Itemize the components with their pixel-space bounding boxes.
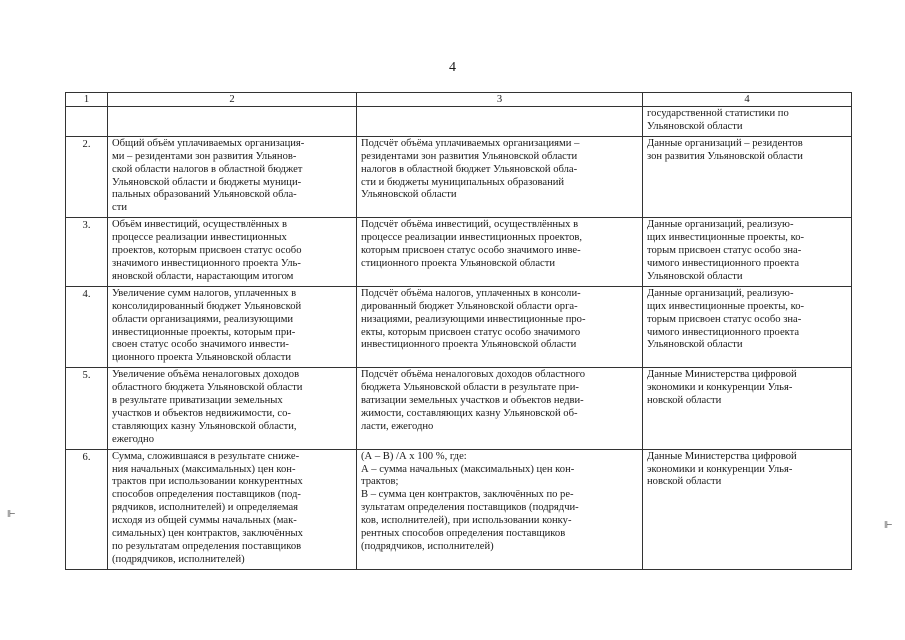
text-line: сти и бюджеты муниципальных образований — [361, 176, 565, 188]
data-source-cell — [643, 449, 852, 569]
text-line: щих инвестиционные проекты, ко- — [647, 300, 805, 312]
text-line: инвестиционного проекта Ульяновской области — [361, 339, 577, 351]
text-line: Ульяновской области — [647, 339, 743, 351]
text-line: торым присвоен статус особо зна- — [647, 245, 802, 257]
table-row — [66, 218, 852, 287]
row-number: 4. — [66, 286, 108, 367]
text-line: Подсчёт объёма инвестиций, осуществлённых в — [361, 219, 579, 231]
text-line: Общий объём уплачиваемых организация- — [112, 137, 305, 149]
text-line: ми – резидентами зон развития Ульянов- — [112, 150, 297, 162]
row-number: 5. — [66, 368, 108, 449]
text-line: ской области налогов в областной бюджет — [112, 163, 303, 175]
text-line: щих инвестиционные проекты, ко- — [647, 232, 805, 244]
row-number: 3. — [66, 218, 108, 287]
text-line: Ульяновской области — [647, 120, 743, 132]
text-line: процессе реализации инвестиционных — [112, 232, 287, 244]
text-line: резидентами зон развития Ульяновской области — [361, 150, 578, 162]
indicators-table — [65, 92, 852, 570]
text-line: Данные организаций – резидентов — [647, 137, 803, 149]
text-line: Увеличение объёма неналоговых доходов — [112, 369, 300, 381]
text-line: Ульяновской области и бюджеты муници- — [112, 176, 302, 188]
scan-mark-left: ⊩ — [7, 509, 16, 520]
text-line: чимого инвестиционного проекта — [647, 257, 800, 269]
text-line: чимого инвестиционного проекта — [647, 326, 800, 338]
text-line: ционного проекта Ульяновской области — [112, 352, 292, 364]
table-row — [66, 136, 852, 217]
text-line: Данные Министерства цифровой — [647, 450, 797, 462]
continuation-col-1 — [66, 107, 108, 137]
text-line: Объём инвестиций, осуществлённых в — [112, 219, 287, 231]
continuation-col-2 — [108, 107, 357, 137]
text-line: Подсчёт объёма налогов, уплаченных в консоли- — [361, 287, 581, 299]
data-source-cell — [643, 286, 852, 367]
text-line: ежегодно — [112, 433, 155, 445]
text-line: екты, которым присвоен статус особо значимого — [361, 326, 581, 338]
indicator-cell — [108, 368, 357, 449]
text-line: Данные Министерства цифровой — [647, 369, 797, 381]
text-line: дированный бюджет Ульяновской области орга- — [361, 300, 578, 312]
text-line: В – сумма цен контрактов, заключённых по ре- — [361, 489, 574, 501]
text-line: новской области — [647, 395, 722, 407]
text-line: яновской области, нарастающим итогом — [112, 270, 294, 282]
text-line: в результате приватизации земельных — [112, 395, 283, 407]
text-line: консолидированный бюджет Ульяновской — [112, 300, 302, 312]
text-line: Подсчёт объёма неналоговых доходов областного — [361, 369, 586, 381]
text-line: участков и объектов недвижимости, со- — [112, 407, 291, 419]
text-line: торым присвоен статус особо зна- — [647, 313, 802, 325]
text-line: которым присвоен статус особо значимого инве- — [361, 245, 581, 257]
text-line: рентных способов определения поставщиков — [361, 528, 566, 540]
calculation-method-cell — [357, 368, 643, 449]
continuation-row — [66, 107, 852, 137]
page-number: 4 — [449, 60, 456, 75]
text-line: инвестиционные проекты, которым при- — [112, 326, 296, 338]
header-col-2: 2 — [108, 93, 357, 107]
text-line: Ульяновской области — [647, 270, 743, 282]
text-line: бюджета Ульяновской области в результате при- — [361, 382, 579, 394]
calculation-method-cell — [357, 449, 643, 569]
text-line: исходя из общей суммы начальных (мак- — [112, 515, 297, 527]
text-line: новской области — [647, 476, 722, 488]
text-line: ставляющих казну Ульяновской области, — [112, 420, 297, 432]
indicator-cell — [108, 449, 357, 569]
text-line: (подрядчиков, исполнителей) — [361, 541, 494, 552]
text-line: трактов при использовании конкурентных — [112, 476, 303, 488]
text-line: областного бюджета Ульяновской области — [112, 382, 303, 394]
text-line: низациями, реализующими инвестиционные про- — [361, 313, 586, 325]
table-row — [66, 449, 852, 569]
row-number: 6. — [66, 449, 108, 569]
header-col-1: 1 — [66, 93, 108, 107]
text-line: экономики и конкуренции Улья- — [647, 463, 793, 475]
calculation-method-cell — [357, 136, 643, 217]
text-line: Данные организаций, реализую- — [647, 219, 794, 231]
data-source-cell — [643, 136, 852, 217]
text-line: экономики и конкуренции Улья- — [647, 382, 793, 394]
text-line: симальных) цен контрактов, заключённых — [112, 528, 303, 540]
scan-mark-right: ⊩ — [884, 520, 893, 531]
indicator-cell — [108, 286, 357, 367]
calculation-method-cell — [357, 286, 643, 367]
continuation-col-3 — [357, 107, 643, 137]
text-line: налогов в областной бюджет Ульяновской обла- — [361, 163, 578, 175]
calculation-method-cell — [357, 218, 643, 287]
text-line: процессе реализации инвестиционных проектов, — [361, 232, 583, 244]
text-line: значимого инвестиционного проекта Уль- — [112, 257, 301, 269]
row-number: 2. — [66, 136, 108, 217]
text-line: стиционного проекта Ульяновской области — [361, 257, 556, 269]
indicator-cell — [108, 218, 357, 287]
text-line: Сумма, сложившаяся в результате сниже- — [112, 450, 300, 462]
text-line: Подсчёт объёма уплачиваемых организациями – — [361, 137, 580, 149]
text-line: сти — [112, 202, 128, 214]
indicator-cell — [108, 136, 357, 217]
header-row — [66, 93, 852, 107]
text-line: способов определения поставщиков (под- — [112, 489, 301, 501]
text-line: ласти, ежегодно — [361, 420, 434, 432]
text-line: проектов, которым присвоен статус особо — [112, 245, 302, 257]
text-line: Ульяновской области — [361, 189, 457, 201]
text-line: жимости, составляющих казну Ульяновской об- — [361, 407, 578, 419]
table-row — [66, 286, 852, 367]
data-source-cell — [643, 218, 852, 287]
text-line: зон развития Ульяновской области — [647, 150, 803, 162]
header-col-4: 4 — [643, 93, 852, 107]
data-source-cell — [643, 368, 852, 449]
continuation-col-4 — [643, 107, 852, 137]
text-line: области организациями, реализующими — [112, 313, 294, 325]
text-line: рядчиков, исполнителей) и определяемая — [112, 502, 299, 514]
table-row — [66, 368, 852, 449]
text-line: ния начальных (максимальных) цен кон- — [112, 463, 296, 475]
header-col-3: 3 — [357, 93, 643, 107]
text-line: трактов; — [361, 476, 399, 488]
text-line: государственной статистики по — [647, 108, 789, 119]
text-line: пальных образований Ульяновской обла- — [112, 189, 297, 201]
text-line: ков, исполнителей), при использовании конку- — [361, 515, 572, 527]
text-line: (А – В) /А х 100 %, где: — [361, 450, 467, 462]
text-line: (подрядчиков, исполнителей) — [112, 553, 245, 565]
text-line: Увеличение сумм налогов, уплаченных в — [112, 287, 297, 299]
text-line: своен статус особо значимого инвести- — [112, 339, 289, 351]
text-line: Данные организаций, реализую- — [647, 287, 794, 299]
text-line: по результатам определения поставщиков — [112, 541, 302, 552]
text-line: зультатам определения поставщиков (подрядчи- — [361, 502, 579, 514]
text-line: А – сумма начальных (максимальных) цен кон- — [361, 463, 575, 475]
text-line: ватизации земельных участков и объектов недви- — [361, 395, 584, 407]
